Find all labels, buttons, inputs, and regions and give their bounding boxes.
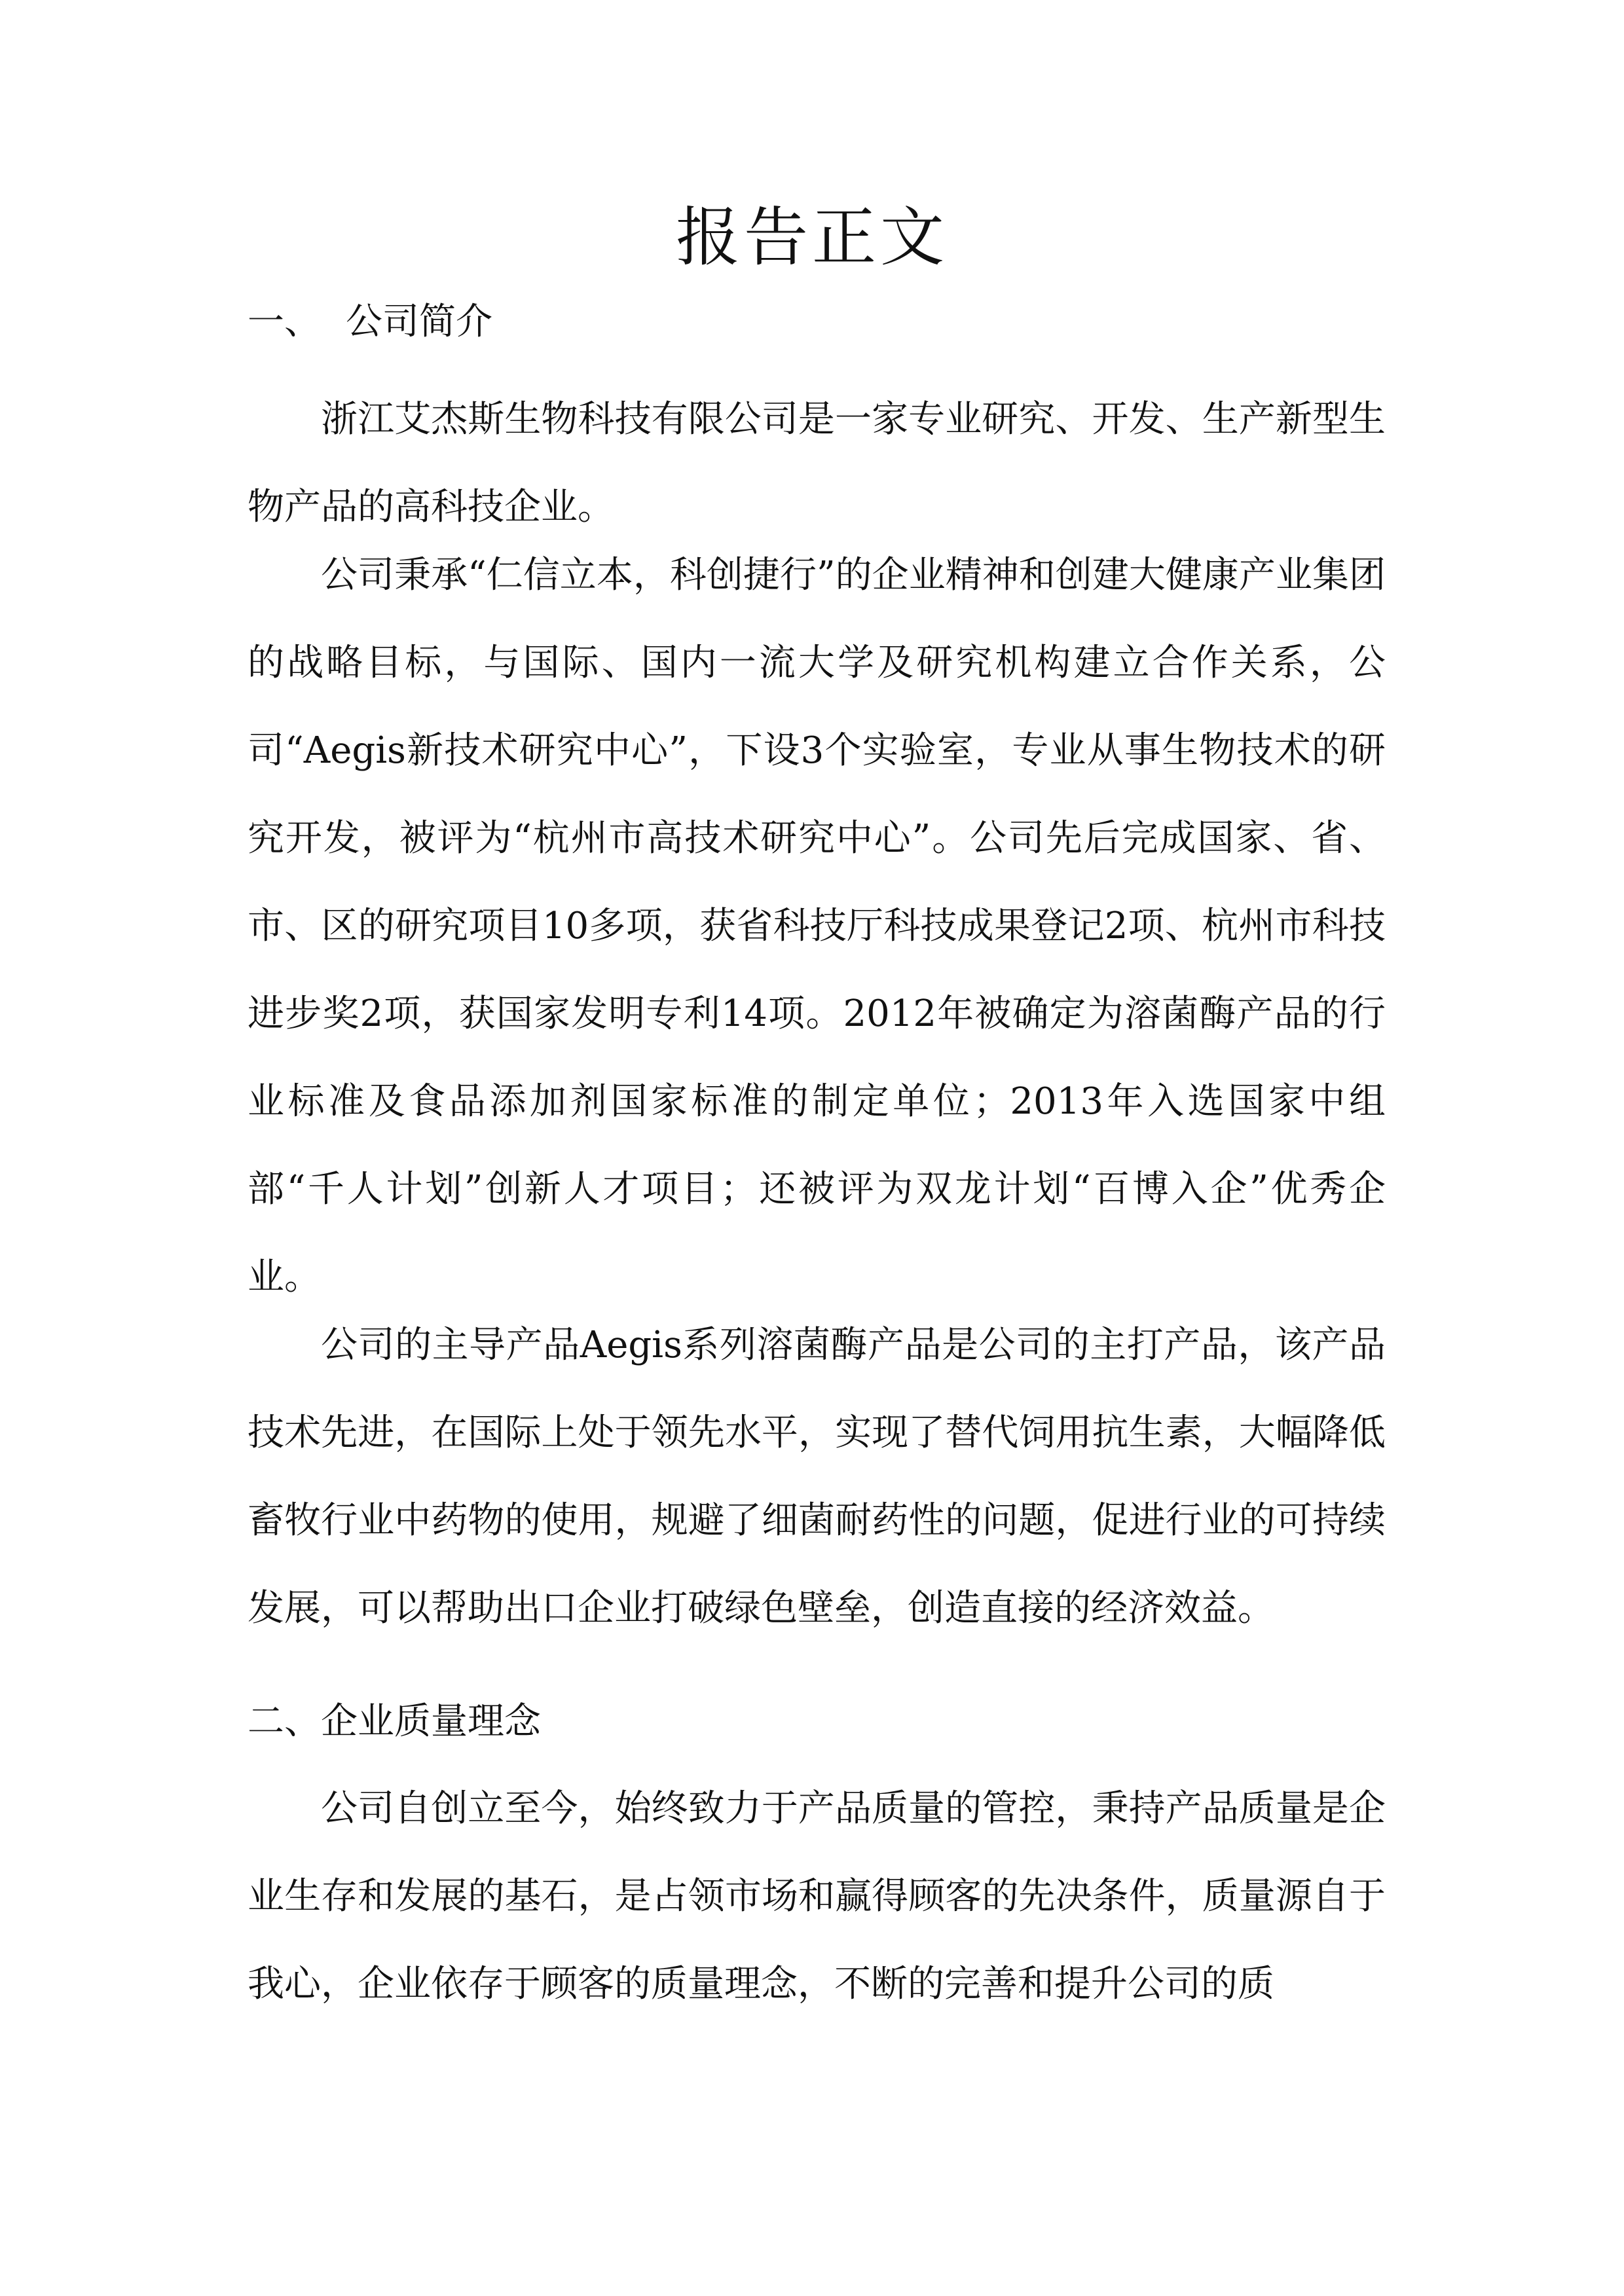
section-heading-company-intro bbox=[248, 296, 1386, 348]
section-heading-text: 公司简介 bbox=[346, 301, 492, 343]
section-heading-quality-philosophy: 二、企业质量理念 bbox=[248, 1700, 541, 1743]
document-title: 报告正文 bbox=[675, 200, 948, 275]
section-number: 一、 bbox=[248, 301, 321, 343]
document-body bbox=[248, 296, 1386, 2009]
paragraph: 公司的主导产品Aegis系列溶菌酶产品是公司的主打产品，该产品技术先进，在国际上处于领先水平，实现了替代饲用抗生素，大幅降低畜牧行业中药物的使用，规避了细菌耐药性的问题，促进行业的可持续发展，可以帮助出口企业打破绿色壁垒，创造直接的经济效益。 bbox=[248, 1324, 1386, 1630]
paragraph: 浙江艾杰斯生物科技有限公司是一家专业研究、开发、生产新型生物产品的高科技企业。 bbox=[248, 398, 1386, 528]
paragraph: 公司自创立至今，始终致力于产品质量的管控，秉持产品质量是企业生存和发展的基石，是占领市场和赢得顾客的先决条件，质量源自于我心，企业依存于顾客的质量理念，不断的完善和提升公司的质 bbox=[248, 1787, 1386, 2005]
paragraph: 公司秉承“仁信立本，科创捷行”的企业精神和创建大健康产业集团的战略目标，与国际、国内一流大学及研究机构建立合作关系，公司“Aegis新技术研究中心”，下设3个实验室，专业从事生物技术的研究开发，被评为“杭州市高技术研究中心”。公司先后完成国家、省、市、区的研究项目10多项，获省科技厅科技成果登记2项、杭州市科技进步奖2项，获国家发明专利14项。2012年被确定为溶菌酶产品的行业标准及食品添加剂国家标准的制定单位；2013年入选国家中组部“千人计划”创新人才项目；还被评为双龙计划“百博入企”优秀企业。 bbox=[248, 554, 1386, 1298]
